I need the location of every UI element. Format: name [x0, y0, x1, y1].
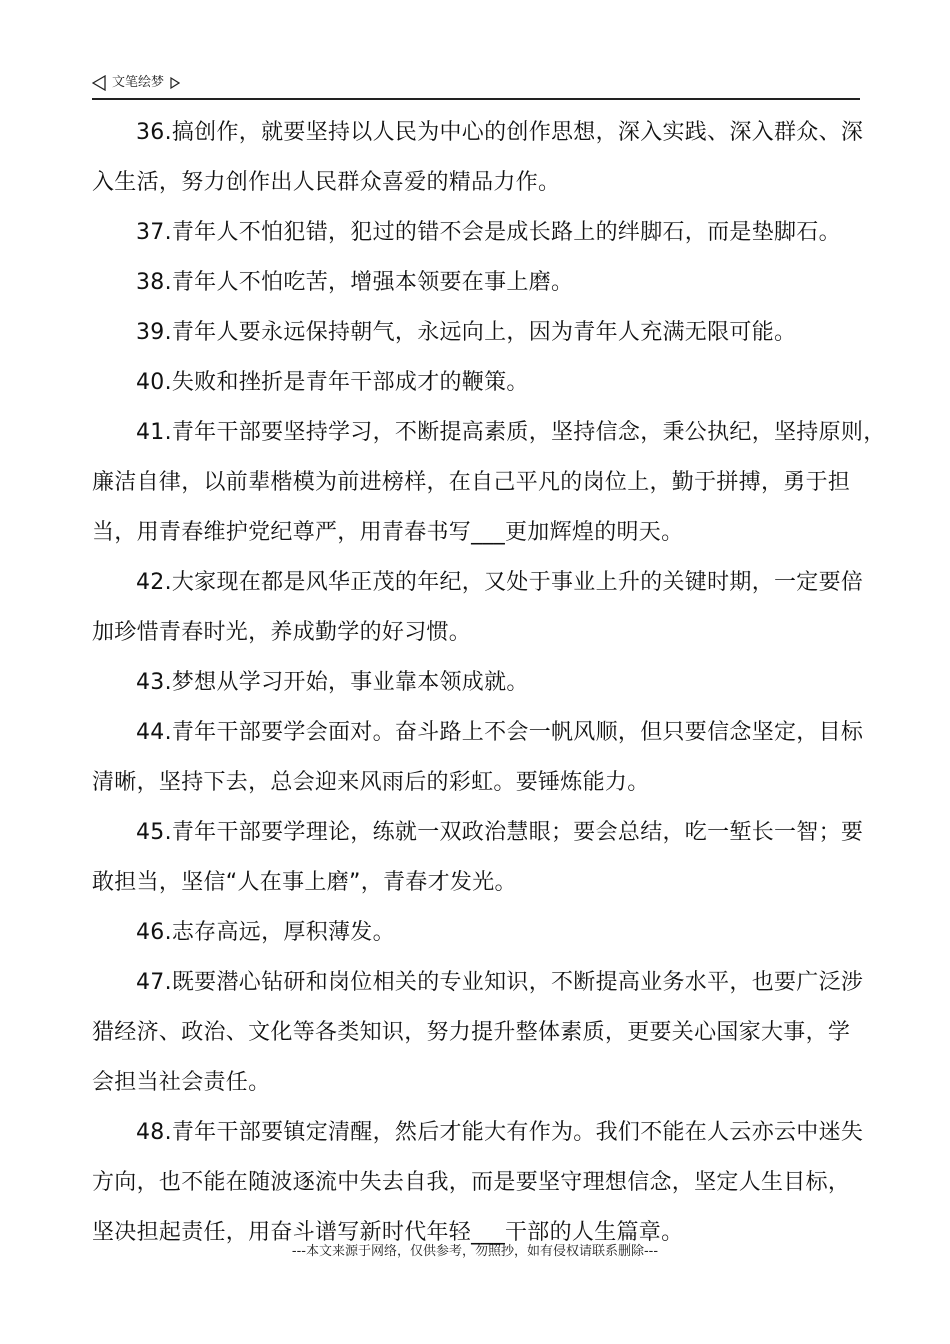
header-title-group	[92, 74, 180, 92]
paragraph	[92, 908, 870, 958]
paragraph-line: 36.搞创作，就要坚持以人民为中心的创作思想，深入实践、深入群众、深	[136, 120, 864, 145]
paragraph	[92, 208, 870, 258]
paragraph-line: 坚决担起责任，用奋斗谱写新时代年轻___干部的人生篇章。	[92, 1220, 684, 1245]
paragraph	[92, 808, 870, 908]
paragraph-line: 45.青年干部要学理论，练就一双政治慧眼；要会总结，吃一堑长一智；要	[136, 820, 864, 845]
paragraph	[92, 258, 870, 308]
paragraph	[92, 408, 886, 558]
paragraph-line: 46.志存高远，厚积薄发。	[136, 920, 395, 945]
paragraph	[92, 658, 870, 708]
paragraph-line: 39.青年人要永远保持朝气，永远向上，因为青年人充满无限可能。	[136, 320, 797, 345]
paragraph-line: 42.大家现在都是风华正茂的年纪，又处于事业上升的关键时期，一定要倍	[136, 570, 864, 595]
triangle-left-icon	[92, 75, 106, 91]
paragraph-line: 会担当社会责任。	[92, 1070, 271, 1095]
paragraph-line: 40.失败和挫折是青年干部成才的鞭策。	[136, 370, 529, 395]
footer-disclaimer: ---本文来源于网络，仅供参考，勿照抄，如有侵权请联系删除---	[291, 1244, 659, 1259]
paragraph-line: 当，用青春维护党纪尊严，用青春书写___更加辉煌的明天。	[92, 520, 684, 545]
triangle-right-icon	[170, 77, 180, 89]
paragraph-line: 廉洁自律，以前辈楷模为前进榜样，在自己平凡的岗位上，勤于拼搏，勇于担	[92, 470, 851, 495]
paragraph-line: 44.青年干部要学会面对。奋斗路上不会一帆风顺，但只要信念坚定，目标	[136, 720, 864, 745]
paragraph-line: 37.青年人不怕犯错，犯过的错不会是成长路上的绊脚石，而是垫脚石。	[136, 220, 841, 245]
page-header	[92, 74, 860, 100]
paragraph-line: 清晰，坚持下去，总会迎来风雨后的彩虹。要锤炼能力。	[92, 770, 650, 795]
paragraph-line: 猎经济、政治、文化等各类知识，努力提升整体素质，更要关心国家大事，学	[92, 1020, 851, 1045]
paragraph	[92, 958, 870, 1108]
paragraph-line: 48.青年干部要镇定清醒，然后才能大有作为。我们不能在人云亦云中迷失	[136, 1120, 864, 1145]
paragraph	[92, 358, 870, 408]
document-body	[92, 108, 886, 1258]
paragraph-line: 方向，也不能在随波逐流中失去自我，而是要坚守理想信念，坚定人生目标，	[92, 1170, 851, 1195]
paragraph-line: 41.青年干部要坚持学习，不断提高素质，坚持信念，秉公执纪，坚持原则，	[136, 420, 886, 445]
paragraph-line: 38.青年人不怕吃苦，增强本领要在事上磨。	[136, 270, 574, 295]
paragraph	[92, 708, 870, 808]
paragraph-line: 43.梦想从学习开始，事业靠本领成就。	[136, 670, 529, 695]
paragraph-line: 47.既要潜心钻研和岗位相关的专业知识，不断提高业务水平，也要广泛涉	[136, 970, 864, 995]
paragraph	[92, 1108, 870, 1258]
paragraph-line: 入生活，努力创作出人民群众喜爱的精品力作。	[92, 170, 561, 195]
paragraph-line: 敢担当，坚信“人在事上磨”，青春才发光。	[92, 870, 517, 895]
paragraph-line: 加珍惜青春时光，养成勤学的好习惯。	[92, 620, 472, 645]
paragraph	[92, 558, 870, 658]
paragraph	[92, 108, 870, 208]
paragraph	[92, 308, 870, 358]
header-title: 文笔绘梦	[112, 75, 165, 90]
